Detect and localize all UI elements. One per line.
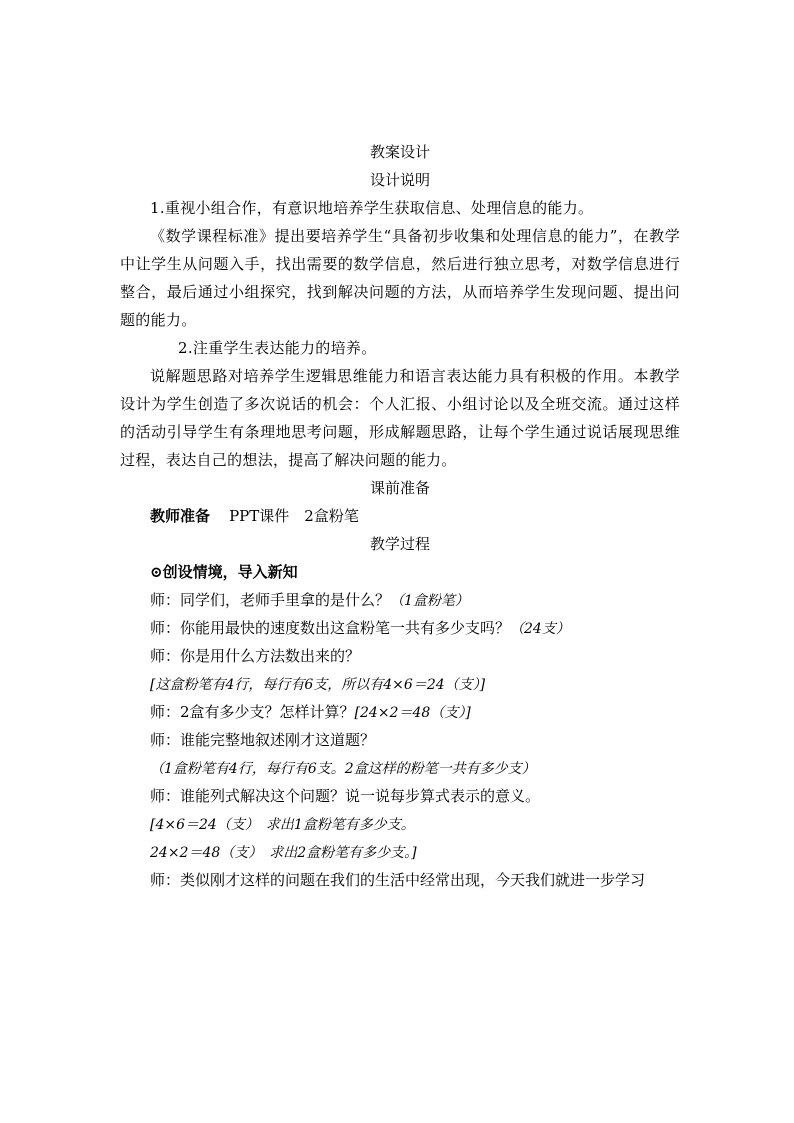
point1-title: 1.重视小组合作，有意识地培养学生获取信息、处理信息的能力。: [150, 199, 594, 217]
point1-body: 《数学课程标准》提出要培养学生“具备初步收集和处理信息的能力”，在教学中让学生从问题入手，找出需要的数学信息，然后进行独立思考，对数学信息进行整合，最后通过小组探究，找到解决问题的方法，从而培养学生发现问题、提出问题的能力。: [120, 227, 680, 329]
dialog-line-7: [120, 754, 680, 782]
student-answer-5: （1盒粉笔有4行，每行有6支。2盒这样的粉笔一共有多少支）: [150, 761, 536, 777]
teacher-question-6: 师：谁能列式解决这个问题？说一说每步算式表示的意义。: [150, 787, 541, 805]
student-answer-3: [这盒粉笔有4行，每行有6支，所以有4×6＝24（支）]: [150, 677, 486, 693]
point2-title: 2.注重学生表达能力的培养。: [178, 339, 377, 357]
design-heading: 设计说明: [369, 171, 430, 189]
document-title: 教案设计: [369, 143, 430, 161]
student-answer-6b: 24×2＝48（支） 求出2盒粉笔有多少支。]: [150, 845, 417, 861]
student-answer-2: （24支）: [510, 621, 570, 637]
dialog-line-6: [120, 726, 680, 754]
dialog-line-11: [120, 866, 680, 894]
dialog-line-2: [120, 614, 680, 642]
student-answer-1: （1盒粉笔）: [390, 593, 469, 609]
teacher-question-4: 师：2盒有多少支？怎样计算？: [150, 703, 355, 721]
teacher-question-3: 师：你是用什么方法数出来的？: [150, 647, 361, 665]
prep-line: [120, 502, 680, 530]
dialog-line-1: [120, 586, 680, 614]
prep-items: PPT课件 2盒粉笔: [229, 507, 359, 525]
teacher-question-7: 师：类似刚才这样的问题在我们的生活中经常出现，今天我们就进一步学习: [150, 871, 646, 889]
lesson-plan-page: [120, 138, 680, 894]
teacher-question-1: 师：同学们，老师手里拿的是什么？: [150, 591, 391, 609]
dialog-line-10: [120, 838, 680, 866]
student-answer-6a: [4×6＝24（支） 求出1盒粉笔有多少支。: [150, 817, 415, 833]
student-answer-4: [24×2＝48（支）]: [354, 705, 471, 721]
dialog-line-9: [120, 810, 680, 838]
process-heading: 教学过程: [369, 535, 430, 553]
teacher-question-2: 师：你能用最快的速度数出这盒粉笔一共有多少支吗？: [150, 619, 511, 637]
prep-heading: 课前准备: [369, 479, 430, 497]
dialog-line-8: [120, 782, 680, 810]
step1-title: ⊙创设情境，导入新知: [150, 563, 298, 581]
dialog-line-4: [120, 670, 680, 698]
prep-label: 教师准备: [150, 507, 211, 525]
dialog-line-3: [120, 642, 680, 670]
dialog-line-5: [120, 698, 680, 726]
teacher-question-5: 师：谁能完整地叙述刚才这道题？: [150, 731, 376, 749]
point2-body: 说解题思路对培养学生逻辑思维能力和语言表达能力具有积极的作用。本教学设计为学生创造了多次说话的机会：个人汇报、小组讨论以及全班交流。通过这样的活动引导学生有条理地思考问题，形成解题思路，让每个学生通过说话展现思维过程，表达自己的想法，提高了解决问题的能力。: [120, 367, 680, 469]
